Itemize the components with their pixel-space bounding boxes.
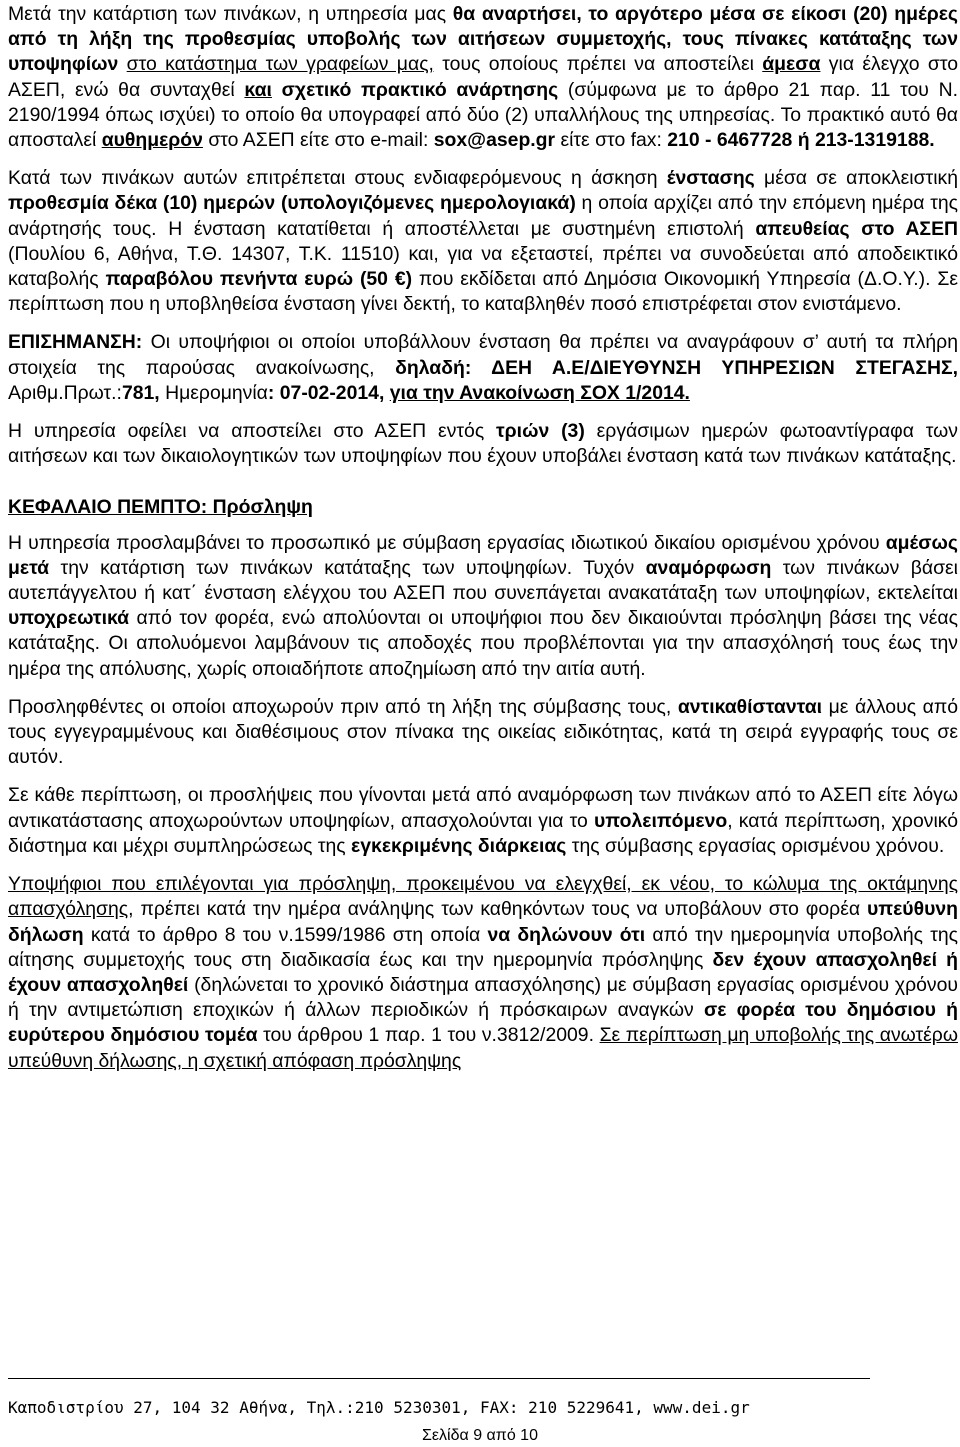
text-run: είτε στο fax:: [555, 129, 668, 152]
text-run-bold: αμέσως μετά: [8, 531, 958, 579]
text-run-bold-underlined: άμεσα: [762, 53, 821, 76]
text-run: πρέπει κατά την ημέρα ανάληψης των καθηκόντων τους να υποβάλουν στο φορέα: [133, 898, 867, 921]
text-run: Μετά την κατάρτιση των πινάκων, η υπηρεσία μας: [8, 3, 453, 25]
text-run: από τον φορέα, ενώ απολύονται οι υποψήφιοι που δεν δικαιούνται πρόσληψη βάσει της νέας κατάταξης. Οι απολυόμενοι λαμβάνουν τις αποδοχές που προβλέπονται για την απασχόλησή τους έως την ημέρα της απόλυσης, χωρίς οποιαδήποτε αποζημίωση από την αιτία αυτή.: [8, 607, 958, 680]
text-run-bold: υπολειπόμενο: [594, 809, 728, 832]
text-run: κατά το άρθρο 8 του ν.1599/1986 στη οποία: [83, 923, 488, 946]
text-run: Οι υποψήφιοι οι οποίοι υποβάλλουν ένσταση θα πρέπει να αναγράφουν σ’ αυτή τα πλήρη στοιχεία της παρούσας ανακοίνωσης,: [8, 331, 958, 379]
text-run-bold: ΕΠΙΣΗΜΑΝΣΗ:: [8, 331, 143, 354]
text-run-bold: τριών (3): [496, 420, 585, 443]
text-run: (δηλώνεται το χρονικό διάστημα απασχόλησης) με σύμβαση εργασίας ορισμένου χρόνου ή την αντιμετώπιση εποχικών ή άλλων περιοδικών ή πρόσκαιρων αναγκών: [8, 973, 958, 1022]
text-run: Η υπηρεσία προσλαμβάνει το προσωπικό με σύμβαση εργασίας ιδιωτικού δικαίου ορισμένου χρόνου: [8, 531, 886, 554]
text-run-bold: αναμόρφωση: [645, 556, 772, 579]
paragraph-hiring: [8, 531, 958, 682]
text-run-bold: δεν έχουν απασχοληθεί ή έχουν απασχοληθεί: [8, 948, 958, 996]
text-run-bold: αντικαθίστανται: [677, 695, 823, 718]
text-run-bold: θα αναρτήσει, το αργότερο μέσα σε είκοσι (20) ημέρες από τη λήξη της προθεσμίας υποβολής των αιτήσεων συμμετοχής, τους πίνακες κατάταξης των υποψηφίων: [8, 3, 958, 76]
text-run-bold: να δηλώνουν ότι: [487, 923, 646, 946]
text-run-bold: : 07-02-2014,: [267, 381, 385, 404]
text-run: (Πουλίου 6, Αθήνα, Τ.Θ. 14307, Τ.Κ. 11510) και, για να εξεταστεί, πρέπει να συνοδεύεται από αποδεικτικό καταβολής: [8, 242, 958, 291]
text-run: με άλλους από τους εγγεγραμμένους και διαθέσιμους στον πίνακα της οικείας ειδικότητας, κατά τη σειρά εγγραφής τους σε αυτόν.: [8, 695, 958, 769]
text-run-bold: υπεύθυνη δήλωση: [8, 898, 958, 946]
text-run-bold: δηλαδή: ΔΕΗ Α.Ε/ΔΙΕΥΘΥΝΣΗ ΥΠΗΡΕΣΙΩΝ ΣΤΕΓΑΣΗΣ,: [395, 356, 958, 379]
text-run-bold: σχετικό πρακτικό ανάρτησης: [281, 78, 559, 101]
text-run-bold: υποχρεωτικά: [8, 607, 130, 630]
text-run: μέσα σε αποκλειστική: [754, 167, 958, 190]
text-run: για έλεγχο στο ΑΣΕΠ, ενώ θα συνταχθεί: [8, 53, 958, 101]
text-run: Αριθμ.Πρωτ.:: [8, 381, 122, 404]
text-run: του άρθρου 1 παρ. 1 του ν.3812/2009.: [257, 1024, 600, 1047]
text-run: η οποία αρχίζει από την επόμενη ημέρα της ανάρτησής τους. Η ένσταση κατατίθεται ή αποστέλλεται με συστημένη επιστολή: [8, 192, 959, 240]
paragraph-solemn-declaration: [8, 872, 958, 1074]
fax-number: 210 - 6467728 ή 213-1319188.: [667, 129, 935, 152]
text-run-bold: ένστασης: [666, 167, 755, 190]
footer-contact-info: Καποδιστρίου 27, 104 32 Αθήνα, Τηλ.:210 5230301, FAX: 210 5229641, www.dei.gr: [8, 1398, 750, 1417]
paragraph-replacement: [8, 695, 958, 771]
text-run: που εκδίδεται από Δημόσια Οικονομική Υπηρεσία (Δ.Ο.Υ.). Σε περίπτωση που η υποβληθείσα ένσταση γίνει δεκτή, το καταβληθέν ποσό επιστρέφεται στον ενιστάμενο.: [8, 268, 958, 316]
text-run-bold: προθεσμία δέκα (10) ημερών (υπολογιζόμενες ημερολογιακά): [8, 192, 576, 215]
text-run-bold: 781,: [121, 381, 160, 404]
text-run: εργάσιμων ημερών φωτοαντίγραφα των αιτήσεων και των δικαιολογητικών των υποψηφίων που έχουν υποβάλει ένσταση κατά των πινάκων κατάταξης.: [8, 420, 958, 468]
text-run: Η υπηρεσία οφείλει να αποστείλει στο ΑΣΕΠ εντός: [8, 420, 497, 443]
text-run: τους οποίους πρέπει να αποστείλει: [433, 53, 763, 76]
text-run-bold-underlined: για την Ανακοίνωση ΣΟΧ 1/2014.: [389, 381, 690, 404]
text-run: της σύμβασης εργασίας ορισμένου χρόνου.: [566, 834, 945, 857]
text-run: Ημερομηνία: [159, 381, 268, 404]
chapter-heading: ΚΕΦΑΛΑΙΟ ΠΕΜΠΤΟ: Πρόσληψη: [8, 496, 313, 519]
text-run: [118, 53, 126, 75]
text-run-bold-underlined: και: [244, 78, 272, 101]
paragraph-posting-of-tables: [8, 2, 958, 153]
text-run: (σύμφωνα με το άρθρο 21 παρ. 11 του Ν. 2190/1994 όπως ισχύει) το οποίο θα υπογραφεί από δύο (2) υπαλλήλους της υπηρεσίας. Το πρακτικό αυτό θα αποσταλεί: [8, 78, 958, 152]
text-run: [272, 79, 282, 101]
paragraph-copies: [8, 419, 958, 469]
document-body: [8, 0, 958, 1087]
text-run: Σε κάθε περίπτωση, οι προσλήψεις που γίνονται μετά από αναμόρφωση των πινάκων από το ΑΣΕΠ είτε λόγω αντικατάστασης αποχωρούντων υποψηφίων, απασχολούνται για το: [8, 784, 958, 832]
paragraph-remaining-duration: [8, 783, 958, 859]
text-run: Κατά των πινάκων αυτών επιτρέπεται στους ενδιαφερόμενους η άσκηση: [8, 167, 667, 190]
text-run: από την ημερομηνία υποβολής της αίτησης συμμετοχής τους στη διαδικασία έως και την ημερομηνία πρόσληψης: [8, 923, 959, 971]
text-run: Προσληφθέντες οι οποίοι αποχωρούν πριν από τη λήξη της σύμβασης τους,: [8, 695, 678, 718]
text-run: , κατά περίπτωση, χρονικό διάστημα και μέχρι συμπληρώσεως της: [8, 809, 958, 857]
text-run: στο ΑΣΕΠ είτε στο e-mail:: [202, 129, 434, 152]
text-run-bold-underlined: αυθημερόν: [101, 129, 203, 152]
text-run-underlined: στο κατάστημα των γραφείων μας,: [126, 53, 434, 76]
text-run: των πινάκων βάσει αυτεπάγγελτου ή κατ΄ ένσταση ελέγχου του ΑΣΕΠ που συνεπάγεται ανακατάταξη των υποψηφίων, εκτελείται: [8, 556, 958, 605]
text-run-bold: σε φορέα του δημόσιου ή ευρύτερου δημόσιου τομέα: [8, 999, 958, 1047]
text-run: την κατάρτιση των πινάκων κατάταξης των υποψηφίων. Τυχόν: [49, 556, 646, 579]
footer-divider: [8, 1378, 870, 1379]
paragraph-objection: [8, 166, 958, 317]
text-run-bold: απευθείας στο ΑΣΕΠ: [755, 217, 959, 240]
email-address[interactable]: sox@asep.gr: [433, 129, 556, 152]
page-number: Σελίδα 9 από 10: [422, 1427, 538, 1444]
text-run-bold: εγκεκριμένης διάρκειας: [351, 834, 567, 857]
text-run-underlined: Υποψήφιοι που επιλέγονται για πρόσληψη, προκειμένου να ελεγχθεί, εκ νέου, το κώλυμα της οκτάμηνης απασχόλησης,: [8, 873, 958, 921]
text-run-underlined: Σε περίπτωση μη υποβολής της ανωτέρω υπεύθυνη δήλωσης, η σχετική απόφαση πρόσληψης: [8, 1024, 958, 1072]
paragraph-notice: [8, 330, 958, 406]
text-run-bold: παραβόλου πενήντα ευρώ (50 €): [105, 268, 413, 291]
